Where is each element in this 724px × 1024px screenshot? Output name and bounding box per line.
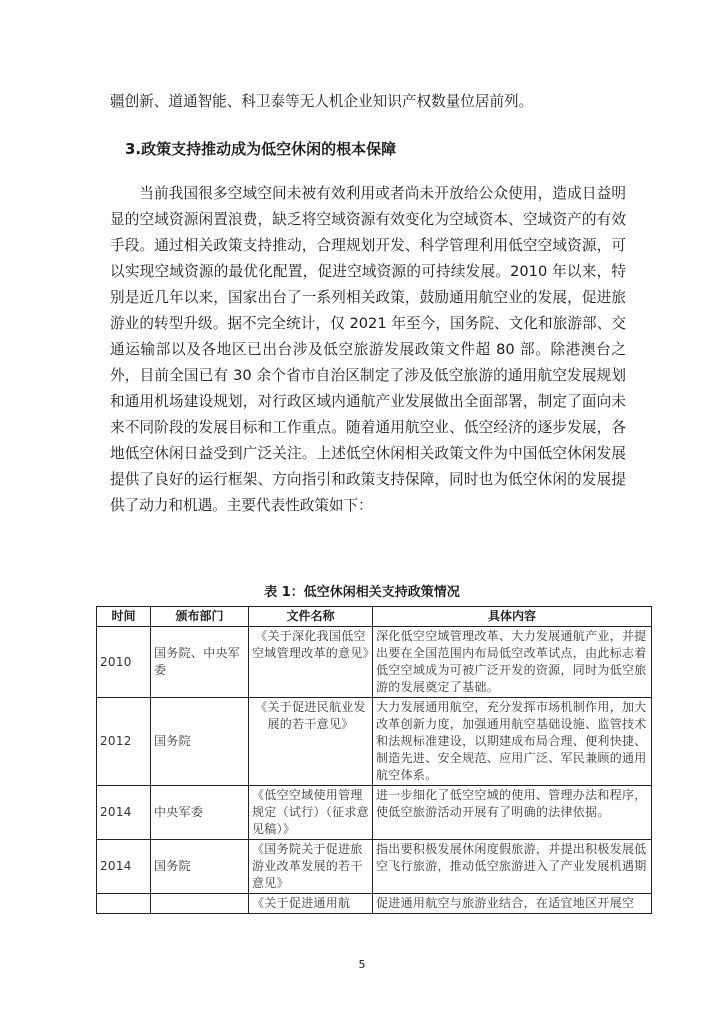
header-department: 颁布部门 <box>151 607 249 627</box>
body-paragraph: 当前我国很多空域空间未被有效利用或者尚未开放给公众使用，造成日益明显的空域资源闲置浪费，缺乏将空域资源有效变化为空域资本、空域资产的有效手段。通过相关政策支持推动，合理规划开发、科学管理利用低空空域资源，可以实现空域资源的最优化配置，促进空域资源的可持续发展。2010 年以来，特别是近几年以来，国家出台了一系列相关政策，鼓励通用航空业的发展，促进旅游业的转型升级。据不完全统计，仅 2021 年至今，国务院、文化和旅游部、交通运输部以及各地区已出台涉及低空旅游发展政策文件超 80 部。除港澳台之外，目前全国已有 30 余个省市自治区制定了涉及低空旅游的通用航空发展规划和通用机场建设规划，对行政区域内通航产业发展做出全面部署，制定了面向未来不同阶段的发展目标和工作重点。随着通用航空业、低空经济的逐步发展，各地低空休闲日益受到广泛关注。上述低空休闲相关政策文件为中国低空休闲发展提供了良好的运行框架、方向指引和政策支持保障，同时也为低空休闲的发展提供了动力和机遇。主要代表性政策如下： <box>110 185 626 514</box>
cell-year: 2014 <box>97 786 151 840</box>
table-row <box>97 627 652 698</box>
cell-year <box>97 894 151 914</box>
cell-document: 《国务院关于促进旅游业改革发展的若干意见》 <box>249 840 373 894</box>
policy-table <box>96 606 652 914</box>
table-row <box>97 894 652 914</box>
intro-line: 疆创新、道通智能、科卫泰等无人机企业知识产权数量位居前列。 <box>110 93 534 110</box>
table-header-row <box>97 607 652 627</box>
cell-department: 国务院 <box>151 698 249 786</box>
cell-document: 《关于深化我国低空空域管理改革的意见》 <box>249 627 373 698</box>
cell-document: 《低空空域使用管理规定（试行）（征求意见稿）》 <box>249 786 373 840</box>
table-row <box>97 698 652 786</box>
section-heading: 3.政策支持推动成为低空休闲的根本保障 <box>125 140 397 158</box>
cell-content: 促进通用航空与旅游业结合，在适宜地区开展空 <box>373 894 652 914</box>
cell-department <box>151 894 249 914</box>
cell-department: 国务院 <box>151 840 249 894</box>
cell-year: 2014 <box>97 840 151 894</box>
header-document: 文件名称 <box>249 607 373 627</box>
cell-department: 国务院、中央军委 <box>151 627 249 698</box>
cell-department: 中央军委 <box>151 786 249 840</box>
cell-year: 2010 <box>97 627 151 698</box>
header-time: 时间 <box>97 607 151 627</box>
header-content: 具体内容 <box>373 607 652 627</box>
page-number: 5 <box>358 958 366 971</box>
table-row <box>97 786 652 840</box>
cell-content: 深化低空空域管理改革、大力发展通航产业，并提出要在全国范围内布局低空改革试点，由此标志着低空空域成为可被广泛开发的资源，同时为低空旅游的发展奠定了基础。 <box>373 627 652 698</box>
cell-content: 指出要积极发展休闲度假旅游，并提出积极发展低空飞行旅游，推动低空旅游进入了产业发展机遇期 <box>373 840 652 894</box>
cell-document: 《关于促进通用航 <box>249 894 373 914</box>
table-caption: 表 1：低空休闲相关支持政策情况 <box>264 585 460 600</box>
cell-document: 《关于促进民航业发展的若干意见》 <box>249 698 373 786</box>
table-row <box>97 840 652 894</box>
cell-content: 进一步细化了低空空域的使用、管理办法和程序，使低空旅游活动开展有了明确的法律依据。 <box>373 786 652 840</box>
cell-content: 大力发展通用航空，充分发挥市场机制作用，加大改革创新力度，加强通用航空基础设施、监管技术和法规标准建设，以期建成布局合理、便利快捷、制造先进、安全规范、应用广泛、军民兼顾的通用航空体系。 <box>373 698 652 786</box>
cell-year: 2012 <box>97 698 151 786</box>
